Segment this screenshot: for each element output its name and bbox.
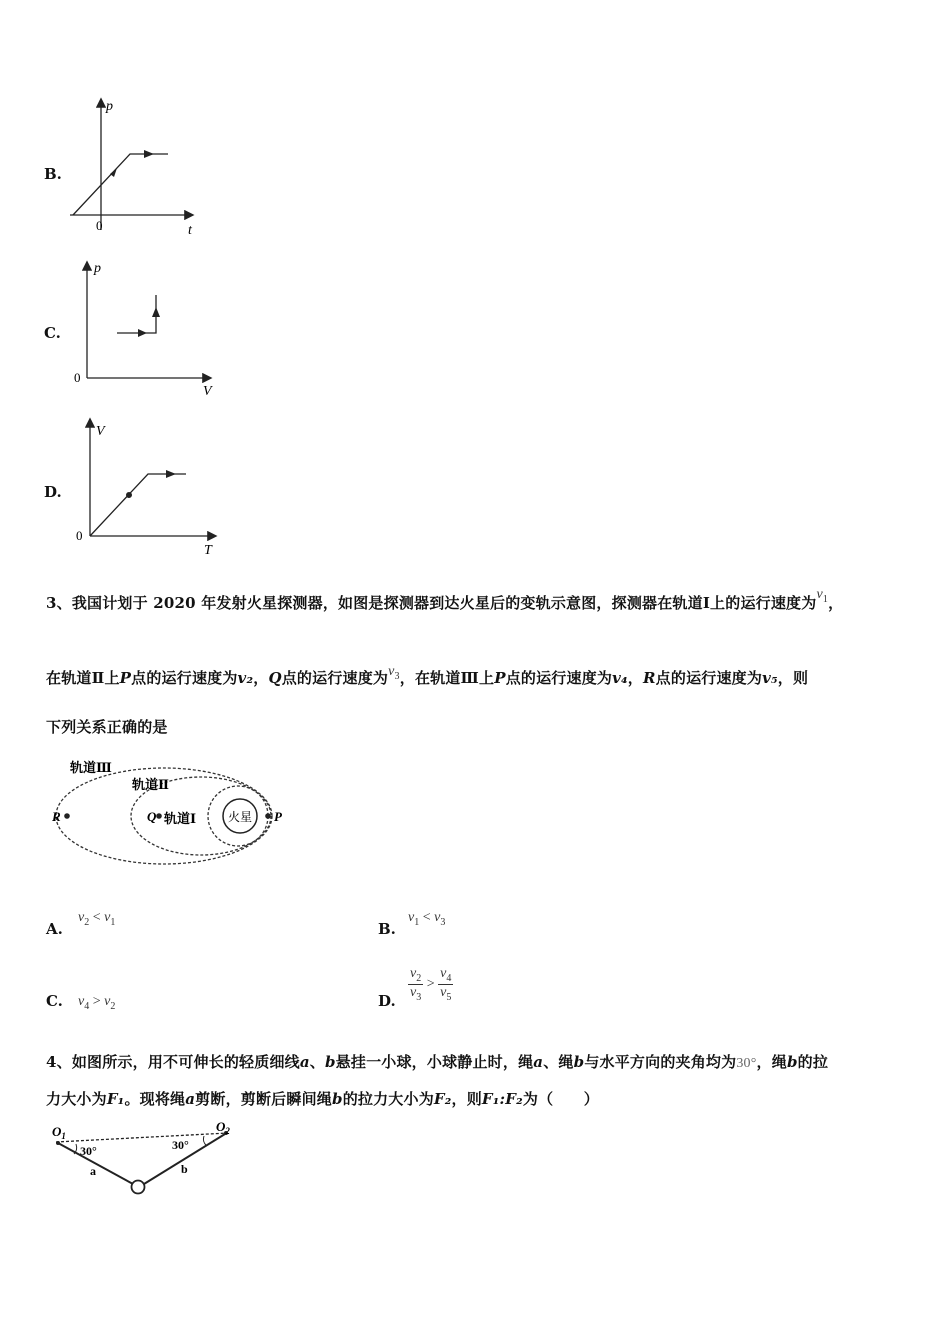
graph-c-arrow-2 xyxy=(152,307,160,317)
q4-l2-f: 为（ ） xyxy=(522,1090,599,1108)
opt-d-n1-sub: 2 xyxy=(416,972,422,984)
label-o2-sub: 2 xyxy=(225,1126,230,1136)
q4-l1-e: 与水平方向的夹角均为 xyxy=(584,1053,737,1071)
q4-line2 xyxy=(46,1088,599,1109)
q3-l2-p2: P xyxy=(494,669,506,687)
graph-b-arrow-1 xyxy=(110,168,117,177)
q4-l2-a3: a xyxy=(185,1090,196,1108)
opt-a-lhs: v xyxy=(78,910,85,925)
orbit1-label: 轨道Ⅰ xyxy=(164,811,197,826)
graph-b xyxy=(60,90,210,240)
label-o1-var: O xyxy=(52,1124,62,1139)
q4-l1-b: 、 xyxy=(309,1053,325,1071)
q4-l2-b4: b xyxy=(331,1090,343,1108)
q3-l2-p1: P xyxy=(119,669,132,687)
q3-v3-sub: 3 xyxy=(394,670,400,682)
opt-d-n2: v xyxy=(440,966,447,981)
q3-option-d-label[interactable]: D. xyxy=(378,992,396,1010)
opt-d-frac-2 xyxy=(438,966,453,1003)
graph-d-x-label: T xyxy=(204,543,212,558)
label-o2 xyxy=(216,1119,230,1136)
q4-l2-e: ，则 xyxy=(451,1090,482,1108)
q4-l1-a: 4、如图所示，用不可伸长的轻质细线 xyxy=(46,1053,300,1071)
graph-c xyxy=(70,255,220,405)
q4-ratio: F₁:F₂ xyxy=(481,1090,523,1108)
option-d-label: D. xyxy=(44,483,62,501)
graph-b-line xyxy=(73,154,168,215)
q4-l2-a: 力大小为 xyxy=(46,1090,107,1108)
point-r xyxy=(64,813,70,819)
q3-option-c-formula[interactable] xyxy=(78,994,115,1012)
graph-b-y-label: p xyxy=(106,99,113,114)
opt-c-op: > xyxy=(92,994,101,1009)
opt-b-rhs-sub: 3 xyxy=(440,916,446,928)
rope-diagram xyxy=(44,1118,244,1200)
q3-v3-var: v xyxy=(388,664,395,679)
graph-d-arrow xyxy=(166,470,176,478)
opt-c-rhs-sub: 2 xyxy=(110,1000,116,1012)
opt-c-lhs: v xyxy=(78,994,85,1009)
q4-l1-f: ，绳 xyxy=(756,1053,787,1071)
orbit3-label: 轨道Ⅲ xyxy=(70,760,112,775)
opt-b-lhs: v xyxy=(408,910,415,925)
q4-l1-d: 、绳 xyxy=(543,1053,574,1071)
opt-a-lhs-sub: 2 xyxy=(84,916,90,928)
opt-a-op: < xyxy=(92,910,101,925)
q4-f1: F₁ xyxy=(106,1090,125,1108)
q3-l2-v4: v₄ xyxy=(612,669,628,687)
q3-l2-v2: v₂ xyxy=(237,669,254,687)
q3-v3 xyxy=(388,664,400,682)
opt-d-d1-sub: 3 xyxy=(416,991,422,1003)
opt-c-lhs-sub: 4 xyxy=(84,1000,90,1012)
q3-l2-q: Q xyxy=(268,669,282,687)
option-b-label: B. xyxy=(44,165,62,183)
planet-label: 火星 xyxy=(228,810,253,824)
point-p xyxy=(265,813,271,819)
q3-option-b-formula[interactable] xyxy=(408,910,445,928)
q3-line3: 下列关系正确的是 xyxy=(46,718,168,736)
graph-c-origin: 0 xyxy=(74,370,81,385)
opt-a-rhs-sub: 1 xyxy=(110,916,116,928)
graph-c-x-label: V xyxy=(203,384,212,399)
q3-v1-sub: 1 xyxy=(822,593,829,605)
q4-l1-a2: a xyxy=(533,1053,544,1071)
q3-l2-a: 在轨道Ⅱ上 xyxy=(46,669,120,687)
label-o1-sub: 1 xyxy=(61,1131,66,1141)
graph-d-dot xyxy=(126,492,132,498)
label-p: P xyxy=(274,809,282,824)
horizontal-dashed-line xyxy=(56,1133,228,1142)
q3-l2-b: 点的运行速度为 xyxy=(131,669,238,687)
ball xyxy=(132,1181,145,1194)
opt-d-frac-1 xyxy=(408,966,423,1003)
q4-l2-c: 剪断，剪断后瞬间绳 xyxy=(195,1090,332,1108)
q3-option-d-formula[interactable] xyxy=(408,966,453,1003)
graph-d-line xyxy=(90,474,186,536)
q3-option-b-label[interactable]: B. xyxy=(378,920,396,938)
opt-b-op: < xyxy=(422,910,431,925)
q3-l2-e: ，在轨道Ⅲ上 xyxy=(399,669,495,687)
graph-c-arrow-1 xyxy=(138,329,147,337)
q4-f2: F₂ xyxy=(433,1090,452,1108)
graph-b-arrow-2 xyxy=(144,150,154,158)
opt-a-rhs: v xyxy=(104,910,111,925)
q4-l2-d: 的拉力大小为 xyxy=(342,1090,434,1108)
q4-l1-b3: b xyxy=(786,1053,798,1071)
q3-line1 xyxy=(46,587,844,615)
q4-l1-a1: a xyxy=(299,1053,310,1071)
orbit-diagram xyxy=(46,752,296,874)
graph-b-x-label: t xyxy=(188,223,192,238)
opt-d-n2-sub: 4 xyxy=(446,972,452,984)
label-q: Q xyxy=(147,809,157,824)
opt-d-op: > xyxy=(426,976,435,992)
point-o1 xyxy=(56,1141,60,1145)
rope-b-label: b xyxy=(181,1162,188,1176)
q3-l2-c: ， xyxy=(253,669,269,687)
q3-line1-end: ， xyxy=(828,594,844,612)
q4-l1-c: 悬挂一小球，小球静止时，绳 xyxy=(335,1053,534,1071)
graph-d-origin: 0 xyxy=(76,528,83,543)
label-o1 xyxy=(52,1124,66,1141)
rope-a-label: a xyxy=(90,1164,96,1178)
q3-option-c-label[interactable]: C. xyxy=(46,992,63,1010)
q4-line1 xyxy=(46,1051,828,1072)
opt-c-rhs: v xyxy=(104,994,111,1009)
opt-d-d2: v xyxy=(440,984,447,1000)
q3-l2-h: 点的运行速度为 xyxy=(655,669,763,687)
q3-l2-g: ， xyxy=(627,669,643,687)
option-c-label: C. xyxy=(44,324,61,342)
point-q xyxy=(156,813,162,819)
q3-option-a-label[interactable]: A. xyxy=(46,920,63,938)
q3-l2-r: R xyxy=(643,669,656,687)
q4-angle: 30° xyxy=(736,1056,757,1071)
angle-label-2: 30° xyxy=(172,1138,189,1152)
q3-line2 xyxy=(46,664,809,690)
q4-l1-b1: b xyxy=(324,1053,336,1071)
graph-c-y-label: p xyxy=(94,261,101,276)
q3-l2-d: 点的运行速度为 xyxy=(281,669,389,687)
label-o2-var: O xyxy=(216,1119,226,1134)
q4-l1-b2: b xyxy=(573,1053,585,1071)
q3-v1 xyxy=(816,587,829,605)
graph-d-y-label: V xyxy=(96,424,105,439)
q3-line1-text: 3、我国计划于 2020 年发射火星探测器，如图是探测器到达火星后的变轨示意图，探测器在轨道Ⅰ上的运行速度为 xyxy=(46,594,817,612)
orbit2-label: 轨道Ⅱ xyxy=(132,777,169,792)
graph-b-origin: 0 xyxy=(96,218,103,233)
opt-d-n1: v xyxy=(410,966,417,981)
opt-d-d2-sub: 5 xyxy=(446,991,452,1003)
q3-option-a-formula[interactable] xyxy=(78,910,115,928)
q3-l2-f: 点的运行速度为 xyxy=(505,669,613,687)
q4-l1-g: 的拉 xyxy=(797,1053,829,1071)
q3-l2-v5: v₅ xyxy=(762,669,778,687)
opt-b-rhs: v xyxy=(434,910,441,925)
q3-v1-var: v xyxy=(816,587,823,602)
q4-l2-b: 。现将绳 xyxy=(124,1090,186,1108)
graph-d xyxy=(70,412,230,562)
q3-l2-i: ，则 xyxy=(777,669,809,687)
opt-b-lhs-sub: 1 xyxy=(414,916,420,928)
label-r: R xyxy=(52,809,61,824)
angle-label-1: 30° xyxy=(80,1144,97,1158)
opt-d-d1: v xyxy=(410,984,417,1000)
graph-c-line xyxy=(117,295,156,333)
